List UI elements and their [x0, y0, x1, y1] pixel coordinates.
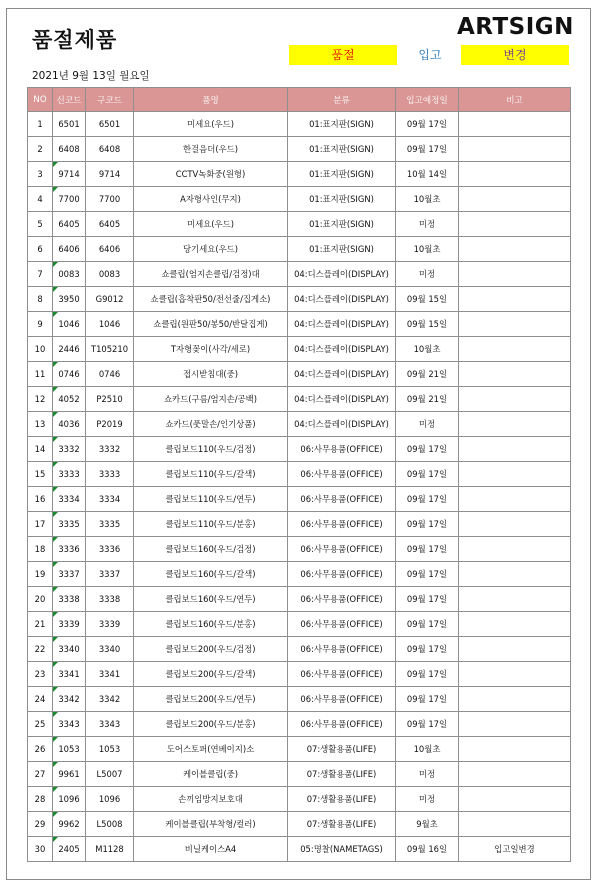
cell-category: 04:디스플레이(DISPLAY) [288, 312, 396, 337]
report-date: 2021년 9월 13일 월요일 [32, 70, 150, 82]
table-row [28, 512, 571, 537]
cell-new-code: 3340 [53, 637, 86, 662]
table-row [28, 712, 571, 737]
cell-category: 06:사무용품(OFFICE) [288, 537, 396, 562]
cell-new-code: 1053 [53, 737, 86, 762]
table-row [28, 412, 571, 437]
table-row [28, 787, 571, 812]
table-row [28, 762, 571, 787]
cell-expected-date: 09월 17일 [396, 537, 459, 562]
cell-old-code: M1128 [86, 837, 134, 862]
cell-old-code: 0083 [86, 262, 134, 287]
cell-expected-date: 미정 [396, 262, 459, 287]
brand-logo: ARTSIGN [457, 14, 574, 40]
cell-note [459, 262, 571, 287]
cell-new-code: 0083 [53, 262, 86, 287]
cell-no: 1 [28, 112, 53, 137]
cell-category: 04:디스플레이(DISPLAY) [288, 262, 396, 287]
cell-expected-date: 09월 16일 [396, 837, 459, 862]
cell-product-name: 클립보드200(우드/검정) [134, 637, 288, 662]
table-row [28, 312, 571, 337]
table-row [28, 337, 571, 362]
cell-new-code: 9962 [53, 812, 86, 837]
cell-expected-date: 09월 17일 [396, 437, 459, 462]
stock-table [27, 87, 571, 862]
table-row [28, 537, 571, 562]
cell-product-name: A자형사인(무지) [134, 187, 288, 212]
legend-out-of-stock: 품절 [289, 45, 397, 65]
cell-note [459, 512, 571, 537]
cell-product-name: T자형꽂이(사각/세로) [134, 337, 288, 362]
cell-no: 11 [28, 362, 53, 387]
col-header-expected-date: 입고예정일 [396, 88, 459, 112]
cell-category: 07:생활용품(LIFE) [288, 762, 396, 787]
col-header-old-code: 구코드 [86, 88, 134, 112]
cell-old-code: G9012 [86, 287, 134, 312]
cell-product-name: 클립보드110(우드/분홍) [134, 512, 288, 537]
col-header-new-code: 신코드 [53, 88, 86, 112]
cell-no: 17 [28, 512, 53, 537]
cell-product-name: 클립보드110(우드/검정) [134, 437, 288, 462]
cell-old-code: T105210 [86, 337, 134, 362]
cell-new-code: 2446 [53, 337, 86, 362]
cell-note [459, 812, 571, 837]
cell-old-code: 6406 [86, 237, 134, 262]
cell-note [459, 387, 571, 412]
table-row [28, 187, 571, 212]
table-row [28, 612, 571, 637]
table-row [28, 137, 571, 162]
table-row [28, 362, 571, 387]
cell-new-code: 3333 [53, 462, 86, 487]
cell-no: 24 [28, 687, 53, 712]
cell-no: 22 [28, 637, 53, 662]
cell-product-name: 클립보드200(우드/갈색) [134, 662, 288, 687]
cell-no: 18 [28, 537, 53, 562]
cell-note [459, 112, 571, 137]
cell-note [459, 137, 571, 162]
cell-no: 2 [28, 137, 53, 162]
cell-note [459, 587, 571, 612]
cell-old-code: P2510 [86, 387, 134, 412]
cell-note [459, 612, 571, 637]
cell-category: 06:사무용품(OFFICE) [288, 712, 396, 737]
cell-category: 04:디스플레이(DISPLAY) [288, 362, 396, 387]
cell-product-name: 미세요(우드) [134, 112, 288, 137]
cell-product-name: 케이블클립(중) [134, 762, 288, 787]
cell-category: 04:디스플레이(DISPLAY) [288, 412, 396, 437]
table-row [28, 462, 571, 487]
cell-note [459, 212, 571, 237]
table-row [28, 662, 571, 687]
cell-product-name: 쇼카드(구름/엄지손/공백) [134, 387, 288, 412]
cell-expected-date: 09월 21일 [396, 387, 459, 412]
cell-old-code: P2019 [86, 412, 134, 437]
cell-no: 4 [28, 187, 53, 212]
cell-no: 7 [28, 262, 53, 287]
cell-no: 8 [28, 287, 53, 312]
cell-product-name: 접시받침대(중) [134, 362, 288, 387]
cell-new-code: 4052 [53, 387, 86, 412]
cell-product-name: 클립보드160(우드/검정) [134, 537, 288, 562]
col-header-product-name: 품명 [134, 88, 288, 112]
cell-expected-date: 09월 15일 [396, 287, 459, 312]
cell-no: 21 [28, 612, 53, 637]
cell-category: 06:사무용품(OFFICE) [288, 487, 396, 512]
cell-product-name: 한걸음더(우드) [134, 137, 288, 162]
cell-no: 10 [28, 337, 53, 362]
cell-old-code: 1096 [86, 787, 134, 812]
cell-new-code: 9714 [53, 162, 86, 187]
cell-expected-date: 10월초 [396, 737, 459, 762]
cell-new-code: 3342 [53, 687, 86, 712]
cell-old-code: 9714 [86, 162, 134, 187]
table-row [28, 687, 571, 712]
cell-old-code: 3336 [86, 537, 134, 562]
table-row [28, 737, 571, 762]
cell-new-code: 3337 [53, 562, 86, 587]
cell-product-name: 당기세요(우드) [134, 237, 288, 262]
table-row [28, 637, 571, 662]
table-body [28, 112, 571, 862]
cell-no: 23 [28, 662, 53, 687]
cell-old-code: 3335 [86, 512, 134, 537]
table-row [28, 437, 571, 462]
cell-category: 06:사무용품(OFFICE) [288, 587, 396, 612]
cell-category: 07:생활용품(LIFE) [288, 787, 396, 812]
cell-product-name: 비닐케이스A4 [134, 837, 288, 862]
cell-expected-date: 09월 17일 [396, 662, 459, 687]
cell-note [459, 687, 571, 712]
cell-note [459, 562, 571, 587]
cell-no: 19 [28, 562, 53, 587]
cell-category: 06:사무용품(OFFICE) [288, 662, 396, 687]
cell-product-name: 클립보드200(우드/연두) [134, 687, 288, 712]
cell-note [459, 187, 571, 212]
cell-category: 01:표지판(SIGN) [288, 137, 396, 162]
cell-category: 01:표지판(SIGN) [288, 237, 396, 262]
cell-new-code: 9961 [53, 762, 86, 787]
cell-note [459, 337, 571, 362]
cell-note [459, 162, 571, 187]
cell-no: 25 [28, 712, 53, 737]
cell-category: 04:디스플레이(DISPLAY) [288, 337, 396, 362]
cell-product-name: 클립보드110(우드/연두) [134, 487, 288, 512]
cell-expected-date: 09월 17일 [396, 487, 459, 512]
cell-new-code: 3343 [53, 712, 86, 737]
cell-note [459, 312, 571, 337]
table-row [28, 262, 571, 287]
cell-category: 04:디스플레이(DISPLAY) [288, 287, 396, 312]
legend-changed: 변경 [461, 45, 569, 65]
cell-no: 30 [28, 837, 53, 862]
cell-expected-date: 10월 14일 [396, 162, 459, 187]
cell-note: 입고일변경 [459, 837, 571, 862]
cell-category: 05:명찰(NAMETAGS) [288, 837, 396, 862]
cell-category: 07:생활용품(LIFE) [288, 737, 396, 762]
cell-product-name: CCTV녹화중(원형) [134, 162, 288, 187]
cell-old-code: 3334 [86, 487, 134, 512]
table-row [28, 837, 571, 862]
cell-old-code: 6501 [86, 112, 134, 137]
cell-product-name: 쇼클립(엄지손클립/검정)대 [134, 262, 288, 287]
cell-no: 29 [28, 812, 53, 837]
cell-note [459, 787, 571, 812]
cell-new-code: 6406 [53, 237, 86, 262]
cell-old-code: 6405 [86, 212, 134, 237]
cell-product-name: 미세요(우드) [134, 212, 288, 237]
cell-new-code: 7700 [53, 187, 86, 212]
cell-note [459, 462, 571, 487]
cell-old-code: 3332 [86, 437, 134, 462]
cell-old-code: 3343 [86, 712, 134, 737]
cell-old-code: L5008 [86, 812, 134, 837]
table-row [28, 287, 571, 312]
cell-expected-date: 미정 [396, 787, 459, 812]
cell-note [459, 237, 571, 262]
cell-new-code: 3950 [53, 287, 86, 312]
cell-no: 9 [28, 312, 53, 337]
cell-no: 28 [28, 787, 53, 812]
cell-new-code: 3332 [53, 437, 86, 462]
cell-expected-date: 09월 17일 [396, 562, 459, 587]
cell-no: 26 [28, 737, 53, 762]
cell-product-name: 클립보드200(우드/분홍) [134, 712, 288, 737]
cell-category: 06:사무용품(OFFICE) [288, 562, 396, 587]
page-title: 품절제품 [32, 28, 118, 52]
cell-category: 04:디스플레이(DISPLAY) [288, 387, 396, 412]
cell-no: 3 [28, 162, 53, 187]
cell-category: 01:표지판(SIGN) [288, 212, 396, 237]
cell-old-code: 3338 [86, 587, 134, 612]
cell-note [459, 362, 571, 387]
cell-note [459, 662, 571, 687]
cell-new-code: 1096 [53, 787, 86, 812]
cell-no: 14 [28, 437, 53, 462]
cell-category: 01:표지판(SIGN) [288, 187, 396, 212]
cell-product-name: 도어스토퍼(연베이지)소 [134, 737, 288, 762]
cell-expected-date: 09월 17일 [396, 612, 459, 637]
cell-product-name: 쇼클립(원판50/봉50/반달집게) [134, 312, 288, 337]
table-row [28, 237, 571, 262]
cell-note [459, 287, 571, 312]
cell-product-name: 쇼클립(흡착판50/전선줄/집게소) [134, 287, 288, 312]
cell-note [459, 537, 571, 562]
cell-no: 13 [28, 412, 53, 437]
cell-expected-date: 09월 17일 [396, 512, 459, 537]
cell-expected-date: 09월 17일 [396, 637, 459, 662]
table-header-row [28, 88, 571, 112]
col-header-category: 분류 [288, 88, 396, 112]
cell-old-code: 3340 [86, 637, 134, 662]
col-header-no: NO [28, 88, 53, 112]
cell-new-code: 3334 [53, 487, 86, 512]
cell-new-code: 3339 [53, 612, 86, 637]
cell-old-code: 3339 [86, 612, 134, 637]
cell-expected-date: 9월초 [396, 812, 459, 837]
cell-old-code: 3333 [86, 462, 134, 487]
cell-no: 27 [28, 762, 53, 787]
cell-category: 06:사무용품(OFFICE) [288, 512, 396, 537]
cell-new-code: 6501 [53, 112, 86, 137]
cell-category: 01:표지판(SIGN) [288, 162, 396, 187]
cell-expected-date: 09월 17일 [396, 462, 459, 487]
cell-no: 6 [28, 237, 53, 262]
table-row [28, 562, 571, 587]
cell-product-name: 케이블클립(부착형/컬러) [134, 812, 288, 837]
cell-expected-date: 09월 21일 [396, 362, 459, 387]
cell-new-code: 3341 [53, 662, 86, 687]
cell-expected-date: 09월 17일 [396, 137, 459, 162]
cell-no: 16 [28, 487, 53, 512]
cell-new-code: 6408 [53, 137, 86, 162]
cell-old-code: 0746 [86, 362, 134, 387]
cell-new-code: 3335 [53, 512, 86, 537]
cell-product-name: 클립보드160(우드/분홍) [134, 612, 288, 637]
cell-old-code: 7700 [86, 187, 134, 212]
cell-category: 06:사무용품(OFFICE) [288, 612, 396, 637]
cell-note [459, 487, 571, 512]
cell-product-name: 클립보드160(우드/갈색) [134, 562, 288, 587]
cell-expected-date: 10월초 [396, 337, 459, 362]
col-header-note: 비고 [459, 88, 571, 112]
cell-no: 15 [28, 462, 53, 487]
cell-note [459, 412, 571, 437]
cell-expected-date: 09월 17일 [396, 687, 459, 712]
cell-category: 06:사무용품(OFFICE) [288, 437, 396, 462]
cell-old-code: 6408 [86, 137, 134, 162]
cell-note [459, 712, 571, 737]
cell-expected-date: 09월 17일 [396, 712, 459, 737]
cell-new-code: 6405 [53, 212, 86, 237]
cell-expected-date: 미정 [396, 212, 459, 237]
cell-expected-date: 미정 [396, 412, 459, 437]
table-row [28, 387, 571, 412]
cell-old-code: 3342 [86, 687, 134, 712]
cell-category: 01:표지판(SIGN) [288, 112, 396, 137]
cell-expected-date: 09월 15일 [396, 312, 459, 337]
cell-new-code: 1046 [53, 312, 86, 337]
cell-new-code: 2405 [53, 837, 86, 862]
table-row [28, 212, 571, 237]
cell-new-code: 3338 [53, 587, 86, 612]
cell-note [459, 637, 571, 662]
cell-product-name: 클립보드160(우드/연두) [134, 587, 288, 612]
table-row [28, 587, 571, 612]
cell-category: 06:사무용품(OFFICE) [288, 637, 396, 662]
cell-expected-date: 09월 17일 [396, 587, 459, 612]
cell-category: 06:사무용품(OFFICE) [288, 462, 396, 487]
cell-category: 07:생활용품(LIFE) [288, 812, 396, 837]
cell-old-code: 1053 [86, 737, 134, 762]
cell-product-name: 쇼카드(풋말손/인기상품) [134, 412, 288, 437]
table-row [28, 162, 571, 187]
cell-no: 20 [28, 587, 53, 612]
cell-old-code: 3337 [86, 562, 134, 587]
cell-old-code: 3341 [86, 662, 134, 687]
cell-old-code: L5007 [86, 762, 134, 787]
cell-new-code: 0746 [53, 362, 86, 387]
cell-expected-date: 09월 17일 [396, 112, 459, 137]
cell-expected-date: 10월초 [396, 237, 459, 262]
cell-no: 12 [28, 387, 53, 412]
legend-incoming: 입고 [418, 48, 442, 62]
cell-product-name: 클립보드110(우드/갈색) [134, 462, 288, 487]
cell-expected-date: 10월초 [396, 187, 459, 212]
cell-note [459, 762, 571, 787]
cell-new-code: 3336 [53, 537, 86, 562]
table-row [28, 487, 571, 512]
table-row [28, 112, 571, 137]
cell-category: 06:사무용품(OFFICE) [288, 687, 396, 712]
cell-old-code: 1046 [86, 312, 134, 337]
cell-expected-date: 미정 [396, 762, 459, 787]
cell-no: 5 [28, 212, 53, 237]
cell-product-name: 손끼임방지보호대 [134, 787, 288, 812]
cell-note [459, 737, 571, 762]
table-row [28, 812, 571, 837]
cell-note [459, 437, 571, 462]
cell-new-code: 4036 [53, 412, 86, 437]
